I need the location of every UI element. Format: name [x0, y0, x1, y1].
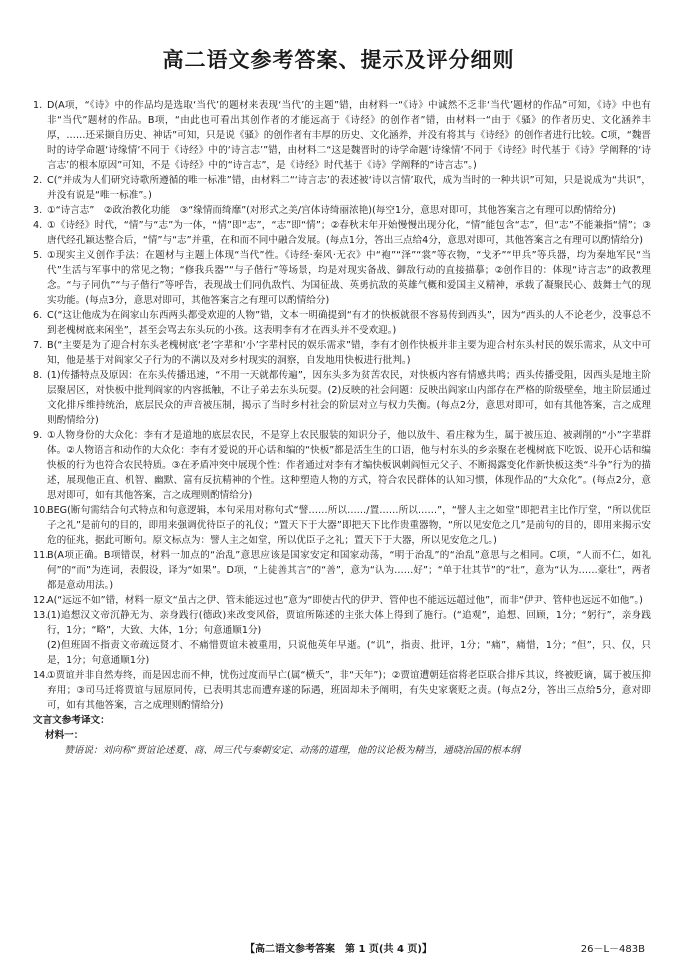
item-text: ①人物身份的大众化：李有才是道地的底层农民，不是穿上农民服装的知识分子，他以放牛、看庄稼为生，属于被压迫、被剥削的“小”字辈群体。②人物语言和动作的大众化：李有才爱说的开心话和编的“快板”都是活生生的口语，他与村东头的乡亲聚在老槐树底下吃饭、说开心话和编快板的行为也符合农民特质。③在矛盾冲突中展现个性：作者通过对李有才编快板讽刺阎恒元父子、不断揭露变化作新快板这类“斗争”行为的描述，展现他正直、机智、幽默、富有反抗精神的个性。这种塑造人物的方式，符合农民群体的认知习惯，体现作品的“大众化”。(每点2分，意思对即可，如有其他答案，言之成理则酌情给分): [47, 430, 651, 501]
item-text: C(“并成为人们研究诗歌所遵循的唯一标准”错，由材料二“‘诗言志’的表述被‘诗以言情’取代，成为当时的一种共识”可知，只是说成为“共识”，并没有说是“唯一标准”。): [47, 175, 651, 201]
item-text: B(A项正确。B项错误，材料一加点的“治乱”意思应该是国家安定和国家动荡，“明于治乱”的“治乱”意思与之相同。C项，“人而不仁，如礼何”的“而”为连词，表假设，译为“如果”。D项，“上徒善其言”的“善”，意为“认为……好”；“单于壮其节”的“壮”，意为“认为……豪壮”，两者都是意动用法。): [47, 550, 651, 591]
item-number: 13.: [33, 610, 49, 621]
item-number: 10.: [33, 505, 49, 516]
item-text: B(“主要是为了迎合村东头老槐树底‘老’字辈和‘小’字辈村民的娱乐需求”错，李有才创作快板并非主要为迎合村东头村民的娱乐需求，从文中可知，他是基于对阎家父子行为的不满以及对乡村现实的洞察，自发地用快板进行批判。): [47, 340, 651, 366]
answer-item: [33, 638, 651, 668]
item-number: 2.: [33, 175, 43, 186]
item-number: 9.: [33, 430, 43, 441]
sub-heading: 材料一：: [45, 730, 84, 741]
item-number: 3.: [33, 205, 43, 216]
answer-item: [33, 668, 651, 713]
item-number: 5.: [33, 250, 43, 261]
answer-item: [33, 338, 651, 368]
answer-item: [33, 428, 651, 503]
item-number: 1.: [33, 100, 43, 111]
item-number: 14.: [33, 670, 49, 681]
item-text: C(“这让他成为在阎家山东西两头都受欢迎的人物”错，文本一明确提到“有才的快板就很不容易传到西头”，因为“西头的人不论老少，没事总不到老槐树底来闲坐”，甚至会骂去东头玩的小孩。这表明李有才在西头并不受欢迎。): [47, 310, 651, 336]
item-text: BEG(断句需结合句式特点和句意逻辑，本句采用对称句式“譬……所以……/置……所以……”，“譬人主之如堂”即把君主比作厅堂，“所以优臣子之礼”是前句的目的，即用来强调优待臣子的礼仪；“置天下于大器”即把天下比作贵重器物，“所以见安危之几”是前句的目的，即用来揭示安危的征兆，据此可断句。原文标点为：譬人主之如堂，所以优臣子之礼；置天下于大器，所以见安危之几。): [47, 505, 651, 546]
item-text: ①《诗经》时代，“情”与“志”为一体，“情”即“志”，“志”即“情”；②春秋末年开始慢慢出现分化，“情”能包含“志”，但“志”不能兼指“情”；③唐代经孔颖达整合后，“情”与“志”并重，在和而不同中融合发展。(每点1分，答出三点给4分，意思对即可，其他答案言之有理可以酌情给分): [47, 220, 651, 246]
item-text: D(A项，“《诗》中的作品均是选取‘当代’的题材来表现‘当代’的主题”错，由材料一“《诗》中诚然不乏非‘当代’题材的作品”可知，《诗》中也有非“当代”题材的作品。B项，“由此也可看出其创作者的才能远高于《诗经》的创作者”错，由材料一“由于《骚》的作者历史、文化涵养丰厚，……还采撷自历史、神话”可知，只是说《骚》的创作者有丰厚的历史、文化涵养，并没有将其与《诗经》的创作者进行比较。C项，“魏晋时的诗学命题‘诗缘情’不同于《诗经》中的‘诗言志’”错，由材料二“这是魏晋时的诗学命题‘诗缘情’不同于《诗经》时代基于《诗》学阐释的‘诗言志’的根本原因”可知，不是《诗经》中的“诗言志”，是《诗经》时代基于《诗》学阐释的“诗言志”。): [47, 100, 651, 171]
answer-item: [33, 218, 651, 248]
item-text: ①现实主义创作手法：在题材与主题上体现“当代”性。《诗经·秦风·无衣》中“袍”“泽”“裳”等衣物，“戈矛”“甲兵”等兵器，均为秦地军民“当代”生活与军事中的常见之物；“修我兵器”“与子偕行”等场景，均是对现实备战、御敌行动的直接描摹；②创作目的：体现“诗言志”的政教理念。“与子同仇”“与子偕行”等呼告，表现战士们同仇敌忾、为国征战、英勇抗敌的英雄气概和爱国主义精神，承载了凝聚民心、鼓舞士气的现实功能。(每点3分，意思对即可，其他答案言之有理可以酌情给分): [47, 250, 651, 306]
footer-code: 26－L－483B: [580, 944, 645, 955]
item-text: A(“远远不如”错，材料一原文“虽古之伊、管未能远过也”意为“即使古代的伊尹、管仲也不能远远超过他”，而非“伊尹、管仲也远远不如他”。): [47, 595, 643, 606]
answer-item: [33, 173, 651, 203]
answer-item: [33, 203, 651, 218]
footer-page-label: 【高二语文参考答案 第 1 页(共 4 页)】: [245, 944, 432, 955]
item-text: ①“诗言志” ②政治教化功能 ③“缘情而绮靡”(对形式之美/宫体诗绮丽浓艳)(每空1分，意思对即可，其他答案言之有理可以酌情给分): [47, 205, 616, 216]
item-number: 6.: [33, 310, 43, 321]
answer-item: [33, 548, 651, 593]
answer-item: [33, 608, 651, 638]
item-text: ①贾谊并非自然寿终，而是因忠而不伸，忧伤过度而早亡(属“横夭”，非“天年”)；②贾谊遭朝廷宿将老臣联合排斥其议，终被贬谪，属于被压抑弃用；③司马迁将贾谊与屈原同传，已表明其忠而遭弃遂的际遇，班固却未予阐明，有失史家褒贬之责。(每点2分，答出三点给5分，意对即可，如有其他答案，言之成理则酌情给分): [47, 670, 651, 711]
answer-item: [33, 248, 651, 308]
item-number: 7.: [33, 340, 43, 351]
answer-item: [33, 368, 651, 428]
item-text: (2)但班固不指责文帝疏远贤才、不痛惜贾谊未被重用，只说他英年早逝。(“讥”，指责、批评，1分；“痛”，痛惜，1分；“但”，只、仅，只是，1分；句意通顺1分): [47, 640, 651, 666]
translation-text: 赞语说：刘向称“贾谊论述夏、商、周三代与秦朝安定、动荡的道理，他的议论极为精当，通晓治国的根本纲: [64, 745, 520, 756]
item-text: (1)传播特点及原因：在东头传播迅速，“不用一天就都传遍”，因东头多为贫苦农民，对快板内容有情感共鸣；西头传播受阻，因西头是地主阶层聚居区，对快板中批判阎家的内容抵触，不让子弟去东头玩耍。(2)反映的社会问题：反映出阎家山内部存在严格的阶级壁垒，地主阶层通过文化排斥维持统治，底层民众的声音被压制，揭示了当时乡村社会的阶层对立与权力失衡。(每点2分，意思对即可，如有其他答案，言之成理则酌情给分): [47, 370, 651, 426]
item-number: 11.: [33, 550, 49, 561]
item-number: 12.: [33, 595, 49, 606]
section-heading: 文言文参考译文：: [33, 715, 110, 726]
answer-item: [33, 503, 651, 548]
answer-item: [33, 98, 651, 173]
answer-item: [33, 593, 651, 608]
answer-item: [33, 308, 651, 338]
page-title: 高二语文参考答案、提示及评分细则: [162, 47, 515, 72]
item-number: 8.: [33, 370, 43, 381]
answer-content: [33, 98, 651, 758]
item-text: (1)追想汉文帝沉静无为、亲身践行(德政)来改变风俗，贾谊所陈述的主张大体上得到了施行。(“追观”，追想、回顾，1分；“躬行”，亲身践行，1分；“略”，大致、大体，1分；句意通顺1分): [47, 610, 651, 636]
item-number: 4.: [33, 220, 43, 231]
